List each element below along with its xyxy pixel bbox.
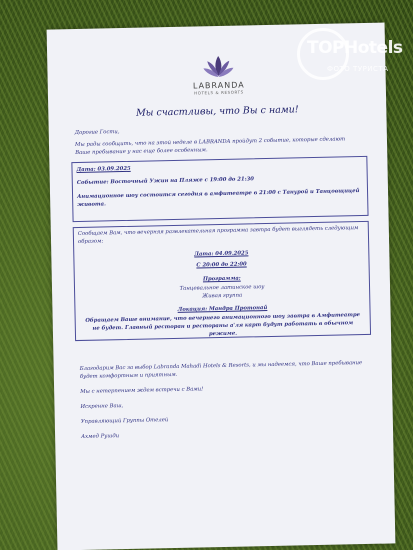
event1-box [71,156,368,222]
event1-date: Дата: 03.09.2025 [76,165,131,173]
logo-brand: LABRANDA [192,80,245,91]
event2-time: С 20:00 до 22:00 [196,261,247,269]
watermark-subtitle: ФОТО ТУРИСТА [327,65,389,73]
signature-role: Управляющий Группы Отелей [80,417,169,425]
event2-date: Дата: 04.09.2025 [194,250,249,258]
event2-box [73,221,371,341]
greeting: Дорогие Гости, [74,129,120,137]
event2-intro: Сообщаем Вам, что вечерняя развлекательная программа завтра будет выглядеть следующим образом: [77,225,359,245]
signature-name: Ахмед Рушди [81,433,120,440]
looking-forward: Мы с нетерпением ждем встречи с Вами! [80,386,204,395]
event1-animation: Анимационное шоу состоится сегодня в амфитеатре в 21:00 с Танурой и Танцовщицей живота. [77,188,360,208]
labranda-logo [183,53,254,95]
regards: Искренне Ваш, [80,403,124,410]
program-item-2: Живая группа [202,292,243,300]
watermark-brand: TOPHotels [307,38,403,58]
document-sheet [47,23,396,550]
thanks-paragraph: Благодарим Вас за выбор Labranda Mahadi Hotels & Resorts, и мы надеемся, что Ваше пребывание будет комфортным и приятным. [79,360,363,380]
tophotels-watermark [297,28,407,88]
program-item-1: Танцевальное латинское шоу [179,284,265,292]
document-title: Мы счастливы, что Вы с нами! [135,104,299,119]
event2-location: Локация: Мандра Протонай [177,305,268,313]
logo-subtitle: HOTELS & RESORTS [194,89,244,96]
event1-line: Событие: Восточный Ужин на Пляже с 19:00 до 21:30 [76,176,255,186]
event2-note: Обращаем Ваше внимание, что вечернего анимационного шоу завтра в Амфитеатре не будет. Главный ресторан и рестораны а'ля карт будут работать в обычном режиме. [85,312,361,338]
intro-paragraph: Мы рады сообщить, что на этой неделе в LABRANDA пройдут 2 событие, которые сделают Ваше пребывание у нас еще более особенным. [74,136,346,157]
program-label: Программа: [202,275,241,283]
lotus-icon [202,54,235,81]
